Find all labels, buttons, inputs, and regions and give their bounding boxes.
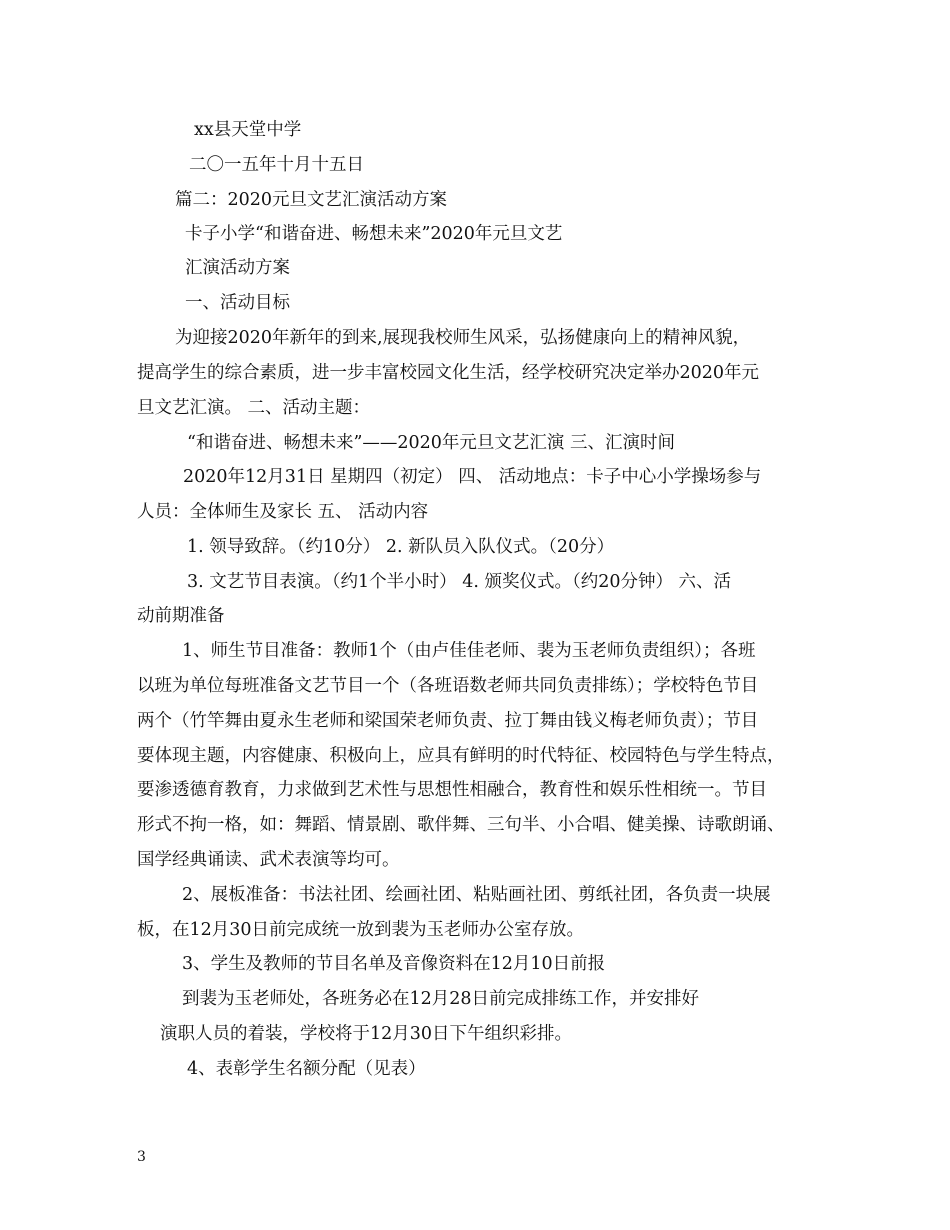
text-line: 4、表彰学生名额分配（见表） [187, 1059, 426, 1079]
text-line: 演职人员的着装，学校将于12月30日下午组织彩排。 [160, 1024, 573, 1044]
text-line: “和谐奋进、畅想未来”——2020年元旦文艺汇演 三、汇演时间 [187, 433, 675, 453]
text-line: 3. 文艺节目表演。（约1个半小时） 4. 颁奖仪式。（约20分钟） 六、活 [187, 572, 732, 592]
text-line: 形式不拘一格，如：舞蹈、情景剧、歌伴舞、三句半、小合唱、健美操、诗歌朗诵、 [137, 815, 785, 835]
text-line: 国学经典诵读、武术表演等均可。 [137, 850, 400, 870]
text-line: 3、学生及教师的节目名单及音像资料在12月10日前报 [182, 954, 606, 974]
text-line: 2、展板准备：书法社团、绘画社团、粘贴画社团、剪纸社团，各负责一块展 [182, 885, 771, 905]
text-line: 为迎接2020年新年的到来,展现我校师生风采，弘扬健康向上的精神风貌， [175, 328, 751, 348]
text-line: 汇演活动方案 [185, 258, 290, 278]
text-line: 二〇一五年十月十五日 [189, 155, 364, 175]
text-line: 两个（竹竿舞由夏永生老师和梁国荣老师负责、拉丁舞由钱义梅老师负责）；节目 [137, 711, 759, 731]
text-line: 板，在12月30日前完成统一放到裴为玉老师办公室存放。 [137, 920, 585, 940]
text-line: 要渗透德育教育，力求做到艺术性与思想性相融合，教育性和娱乐性相统一。节目 [137, 780, 767, 800]
text-line: 一、活动目标 [185, 293, 290, 313]
text-line: 卡子小学“和谐奋进、畅想未来”2020年元旦文艺 [185, 224, 563, 244]
text-line: 人员：全体师生及家长 五、 活动内容 [137, 502, 429, 522]
page-number: 3 [137, 1149, 146, 1165]
text-line: 要体现主题，内容健康、积极向上，应具有鲜明的时代特征、校园特色与学生特点， [137, 746, 785, 766]
text-line: 提高学生的综合素质，进一步丰富校园文化生活，经学校研究决定举办2020年元 [137, 363, 760, 383]
text-line: xx县天堂中学 [194, 120, 302, 140]
text-line: 1. 领导致辞。（约10分） 2. 新队员入队仪式。（20分） [187, 537, 615, 557]
text-line: 动前期准备 [137, 606, 225, 626]
text-line: 到裴为玉老师处，各班务必在12月28日前完成排练工作，并安排好 [182, 989, 700, 1009]
text-line: 以班为单位每班准备文艺节目一个（各班语数老师共同负责排练）；学校特色节目 [137, 676, 759, 696]
text-line: 1、师生节目准备：教师1个（由卢佳佳老师、裴为玉老师负责组织）；各班 [182, 641, 756, 661]
text-line: 篇二：2020元旦文艺汇演活动方案 [175, 190, 448, 210]
text-line: 2020年12月31日 星期四（初定） 四、 活动地点：卡子中心小学操场参与 [183, 467, 762, 487]
text-line: 旦文艺汇演。 二、活动主题： [137, 398, 371, 418]
